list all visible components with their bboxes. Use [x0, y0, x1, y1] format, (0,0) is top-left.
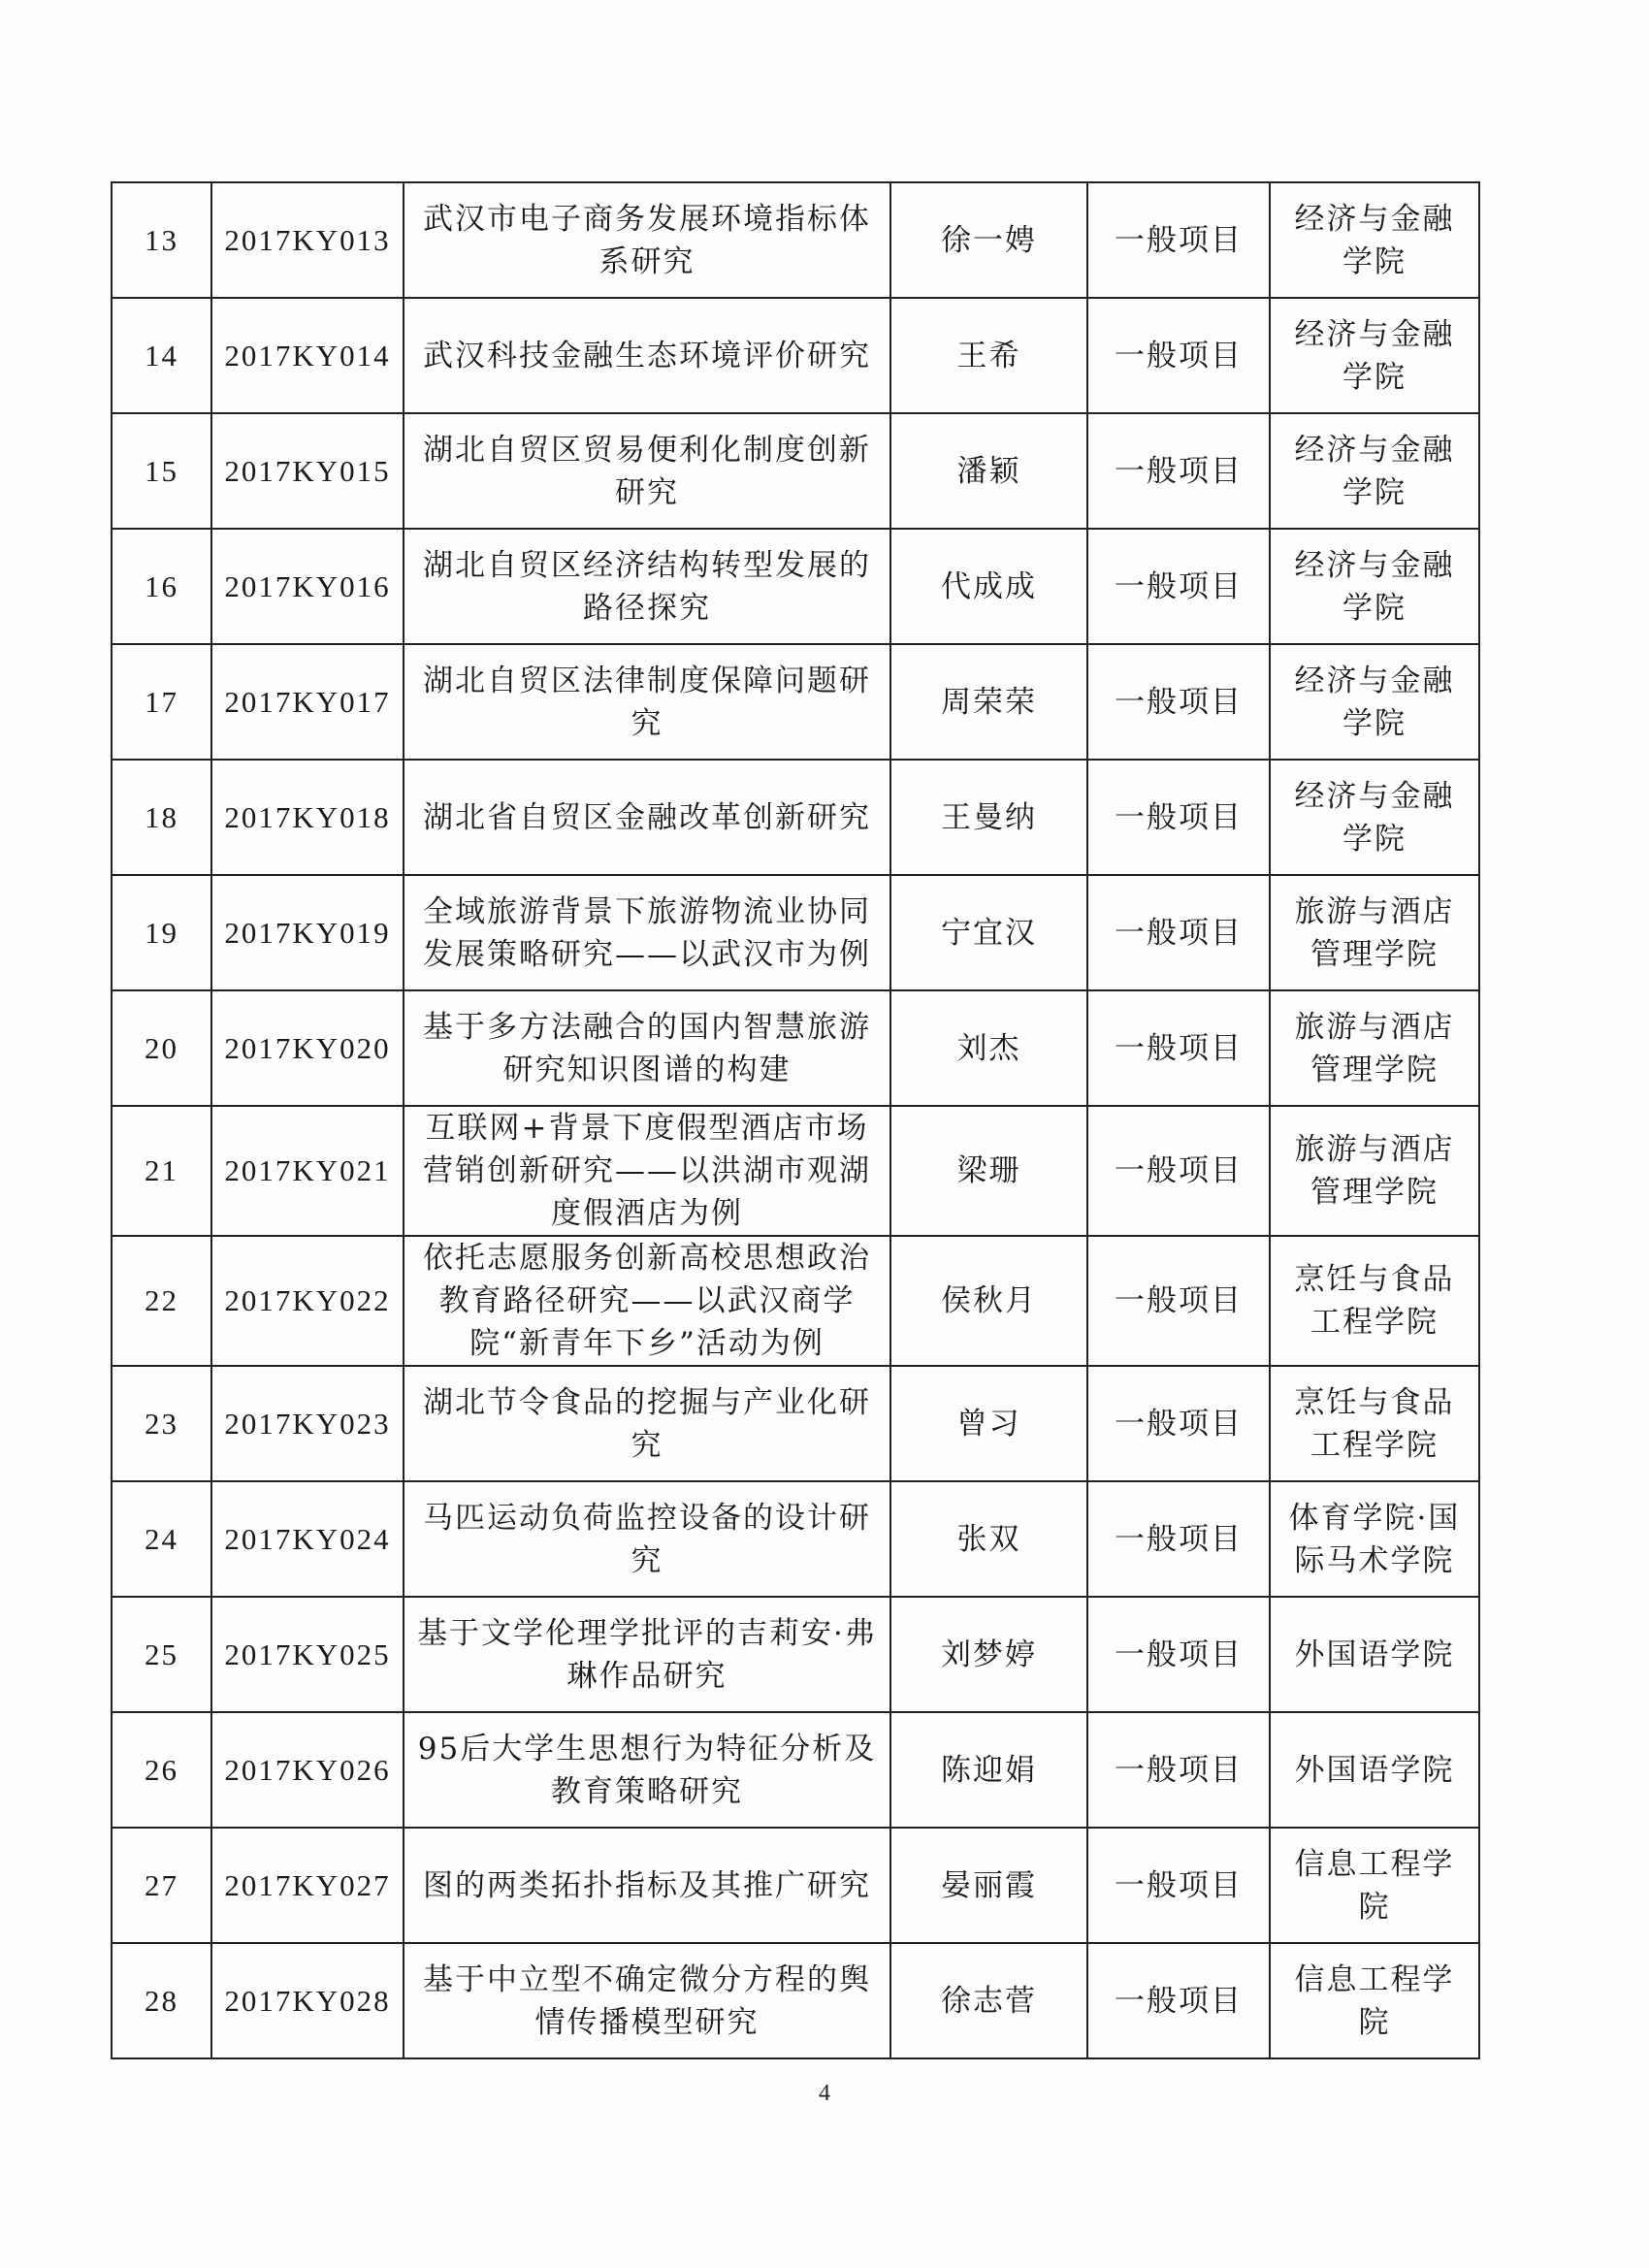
department: 外国语学院 — [1270, 1712, 1479, 1828]
project-type: 一般项目 — [1087, 760, 1270, 875]
department: 旅游与酒店管理学院 — [1270, 1106, 1479, 1236]
row-number: 19 — [112, 875, 211, 990]
department: 经济与金融学院 — [1270, 182, 1479, 298]
project-code: 2017KY027 — [211, 1828, 404, 1943]
project-leader: 徐志菅 — [890, 1943, 1087, 2058]
row-number: 27 — [112, 1828, 211, 1943]
department: 信息工程学院 — [1270, 1828, 1479, 1943]
row-number: 25 — [112, 1597, 211, 1712]
project-title: 互联网+背景下度假型酒店市场营销创新研究——以洪湖市观湖度假酒店为例 — [404, 1106, 890, 1236]
table-row — [112, 1712, 1479, 1828]
project-code: 2017KY016 — [211, 529, 404, 644]
row-number: 17 — [112, 644, 211, 760]
department: 体育学院·国际马术学院 — [1270, 1481, 1479, 1597]
project-type: 一般项目 — [1087, 1106, 1270, 1236]
project-type: 一般项目 — [1087, 529, 1270, 644]
project-type: 一般项目 — [1087, 413, 1270, 529]
table-row — [112, 182, 1479, 298]
project-type: 一般项目 — [1087, 1366, 1270, 1481]
project-title: 湖北自贸区贸易便利化制度创新研究 — [404, 413, 890, 529]
department: 经济与金融学院 — [1270, 413, 1479, 529]
row-number: 21 — [112, 1106, 211, 1236]
project-leader: 刘杰 — [890, 990, 1087, 1106]
project-title: 湖北节令食品的挖掘与产业化研究 — [404, 1366, 890, 1481]
department: 经济与金融学院 — [1270, 644, 1479, 760]
project-title: 湖北自贸区法律制度保障问题研究 — [404, 644, 890, 760]
department: 旅游与酒店管理学院 — [1270, 875, 1479, 990]
project-title: 基于中立型不确定微分方程的舆情传播模型研究 — [404, 1943, 890, 2058]
project-code: 2017KY021 — [211, 1106, 404, 1236]
row-number: 18 — [112, 760, 211, 875]
department: 旅游与酒店管理学院 — [1270, 990, 1479, 1106]
project-title: 马匹运动负荷监控设备的设计研究 — [404, 1481, 890, 1597]
row-number: 16 — [112, 529, 211, 644]
project-type: 一般项目 — [1087, 1236, 1270, 1366]
project-type: 一般项目 — [1087, 875, 1270, 990]
project-leader: 张双 — [890, 1481, 1087, 1597]
table-row — [112, 298, 1479, 413]
department: 烹饪与食品工程学院 — [1270, 1236, 1479, 1366]
project-title: 95后大学生思想行为特征分析及教育策略研究 — [404, 1712, 890, 1828]
project-leader: 宁宜汉 — [890, 875, 1087, 990]
department: 经济与金融学院 — [1270, 760, 1479, 875]
project-code: 2017KY018 — [211, 760, 404, 875]
project-leader: 徐一娉 — [890, 182, 1087, 298]
project-title: 武汉科技金融生态环境评价研究 — [404, 298, 890, 413]
project-title: 湖北省自贸区金融改革创新研究 — [404, 760, 890, 875]
table-row — [112, 990, 1479, 1106]
project-type: 一般项目 — [1087, 1712, 1270, 1828]
project-leader: 王曼纳 — [890, 760, 1087, 875]
table-row — [112, 875, 1479, 990]
table-row — [112, 1481, 1479, 1597]
project-leader: 侯秋月 — [890, 1236, 1087, 1366]
project-code: 2017KY019 — [211, 875, 404, 990]
project-code: 2017KY013 — [211, 182, 404, 298]
table-row — [112, 1943, 1479, 2058]
row-number: 20 — [112, 990, 211, 1106]
project-type: 一般项目 — [1087, 182, 1270, 298]
row-number: 26 — [112, 1712, 211, 1828]
table-row — [112, 644, 1479, 760]
page-number: 4 — [819, 2081, 830, 2106]
project-title: 图的两类拓扑指标及其推广研究 — [404, 1828, 890, 1943]
project-type: 一般项目 — [1087, 990, 1270, 1106]
project-type: 一般项目 — [1087, 1597, 1270, 1712]
row-number: 14 — [112, 298, 211, 413]
department: 经济与金融学院 — [1270, 298, 1479, 413]
project-code: 2017KY017 — [211, 644, 404, 760]
project-table — [111, 181, 1480, 2059]
project-title: 全域旅游背景下旅游物流业协同发展策略研究——以武汉市为例 — [404, 875, 890, 990]
project-type: 一般项目 — [1087, 1481, 1270, 1597]
row-number: 23 — [112, 1366, 211, 1481]
project-type: 一般项目 — [1087, 644, 1270, 760]
project-type: 一般项目 — [1087, 1828, 1270, 1943]
project-leader: 刘梦婷 — [890, 1597, 1087, 1712]
table-row — [112, 1828, 1479, 1943]
project-title: 基于多方法融合的国内智慧旅游研究知识图谱的构建 — [404, 990, 890, 1106]
project-title: 武汉市电子商务发展环境指标体系研究 — [404, 182, 890, 298]
project-leader: 潘颖 — [890, 413, 1087, 529]
row-number: 15 — [112, 413, 211, 529]
project-code: 2017KY024 — [211, 1481, 404, 1597]
project-type: 一般项目 — [1087, 1943, 1270, 2058]
row-number: 13 — [112, 182, 211, 298]
project-code: 2017KY015 — [211, 413, 404, 529]
project-leader: 代成成 — [890, 529, 1087, 644]
project-code: 2017KY022 — [211, 1236, 404, 1366]
table-row — [112, 760, 1479, 875]
department: 烹饪与食品工程学院 — [1270, 1366, 1479, 1481]
project-code: 2017KY020 — [211, 990, 404, 1106]
table-row — [112, 413, 1479, 529]
project-code: 2017KY028 — [211, 1943, 404, 2058]
project-leader: 梁珊 — [890, 1106, 1087, 1236]
department: 外国语学院 — [1270, 1597, 1479, 1712]
project-type: 一般项目 — [1087, 298, 1270, 413]
row-number: 22 — [112, 1236, 211, 1366]
table-row — [112, 529, 1479, 644]
table-row — [112, 1366, 1479, 1481]
row-number: 28 — [112, 1943, 211, 2058]
project-title: 依托志愿服务创新高校思想政治教育路径研究——以武汉商学院“新青年下乡”活动为例 — [404, 1236, 890, 1366]
department: 信息工程学院 — [1270, 1943, 1479, 2058]
table-row — [112, 1597, 1479, 1712]
project-title: 湖北自贸区经济结构转型发展的路径探究 — [404, 529, 890, 644]
project-leader: 王希 — [890, 298, 1087, 413]
project-code: 2017KY014 — [211, 298, 404, 413]
project-code: 2017KY025 — [211, 1597, 404, 1712]
table-row — [112, 1106, 1479, 1236]
project-title: 基于文学伦理学批评的吉莉安·弗琳作品研究 — [404, 1597, 890, 1712]
project-leader: 周荣荣 — [890, 644, 1087, 760]
row-number: 24 — [112, 1481, 211, 1597]
table-row — [112, 1236, 1479, 1366]
project-leader: 陈迎娟 — [890, 1712, 1087, 1828]
department: 经济与金融学院 — [1270, 529, 1479, 644]
project-leader: 晏丽霞 — [890, 1828, 1087, 1943]
project-code: 2017KY023 — [211, 1366, 404, 1481]
project-leader: 曾习 — [890, 1366, 1087, 1481]
project-code: 2017KY026 — [211, 1712, 404, 1828]
project-table-body — [112, 182, 1479, 2058]
